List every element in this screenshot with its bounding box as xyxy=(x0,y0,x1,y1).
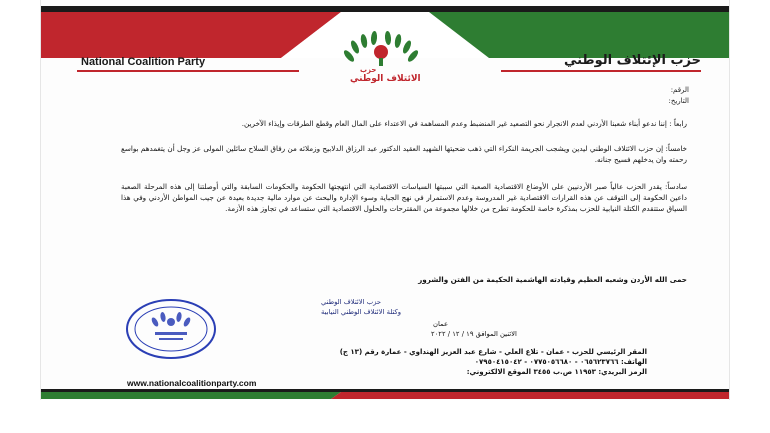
paragraph-6 xyxy=(121,181,687,215)
logo-caption-line1: حزب xyxy=(360,66,377,74)
paragraph-5-text: خامساً: إن حزب الائتلاف الوطني ليدين ويشجب الجريمة النكراء التي ذهب ضحيتها الشهيد العقيد الدكتور عبد الرزاق الدلابيح وزملائه من رفاق السلاح سائلين المولى عز وجل أن يتغمدهم بواسع رحمته وان يدخلهم فسيح جنانه. xyxy=(121,144,687,165)
city-label: عمان xyxy=(433,320,449,328)
paragraph-5 xyxy=(121,143,687,165)
logo-caption-line2: الائتلاف الوطني xyxy=(350,74,421,84)
date-label: التاريخ: xyxy=(668,97,689,105)
paragraph-6-text: سادساً: يقدر الحزب عالياً صبر الأردنيين على الأوضاع الاقتصادية الصعبة التي سببتها السياسات الاقتصادية التي انتهجتها الحكومة والحكومات السابقة والتي أوصلتنا إلى هذه المرحلة الصعبة داعين الحكومة إلى التوقف عن هذه القرارات الاقتصادية غير المدروسة وعدم الاستمرار في نهج الجباية وسوء الإدارة والبحث عن موارد مالية جديدة بعيدة عن جيب المواطن الأردني وفي هذا السياق ستتقدم الكتلة النيابية للحزب بمذكرة خاصة للحكومة تطرح من خلالها مجموعة من المقترحات والحلول الاقتصادية التي ستساعد في تجاوز هذه الأزمة. xyxy=(121,182,687,214)
paragraph-4-text: رابعاً : إننا ندعو أبناء شعبنا الأردني لعدم الانجرار نحو التصعيد غير المنضبط وعدم المساهمة في الاعتداء على المال العام وقطع الطرقات وإيذاء الآخرين. xyxy=(241,119,687,128)
party-name-english: National Coalition Party xyxy=(81,56,206,68)
footer-color-band xyxy=(41,389,729,399)
header-divider-left xyxy=(77,70,299,72)
footer-website-link[interactable]: www.nationalcoalitionparty.com xyxy=(127,378,257,388)
party-name-arabic: حزب الإئتلاف الوطني xyxy=(563,53,701,68)
letter-date: الاثنين الموافق ١٩ / ١٢ / ٢٠٢٢ xyxy=(431,330,517,338)
footer-po-box: الرمز البريدي: ١١٩٥٣ ص.ب ٣٤٥٥ الموقع الالكتروني: xyxy=(466,368,647,376)
paragraph-4 xyxy=(121,118,687,129)
closing-prayer: حمى الله الأردن وشعبه العظيم وقيادته الهاشمية الحكيمة من الفتن والشرور xyxy=(418,275,687,284)
header-divider-right xyxy=(501,70,701,72)
footer-phones: الهاتف: ٠٦٥٦٢٣٧٦٦ - ٠٧٧٥٠٥٦٦٨٠ - ٠٧٩٥٠٤١٥٠٤٢ xyxy=(474,358,647,366)
letter-page xyxy=(40,0,730,400)
reference-number-label: الرقم: xyxy=(670,86,689,94)
signature-line2: وكتلة الائتلاف الوطني النيابية xyxy=(321,308,402,316)
footer-address: المقر الرئيسي للحزب - عمان - تلاع العلي - شارع عبد العزيز الهنداوي - عمارة رقم (١٣ ج) xyxy=(339,348,647,356)
signature-line1: حزب الائتلاف الوطني xyxy=(321,298,382,306)
